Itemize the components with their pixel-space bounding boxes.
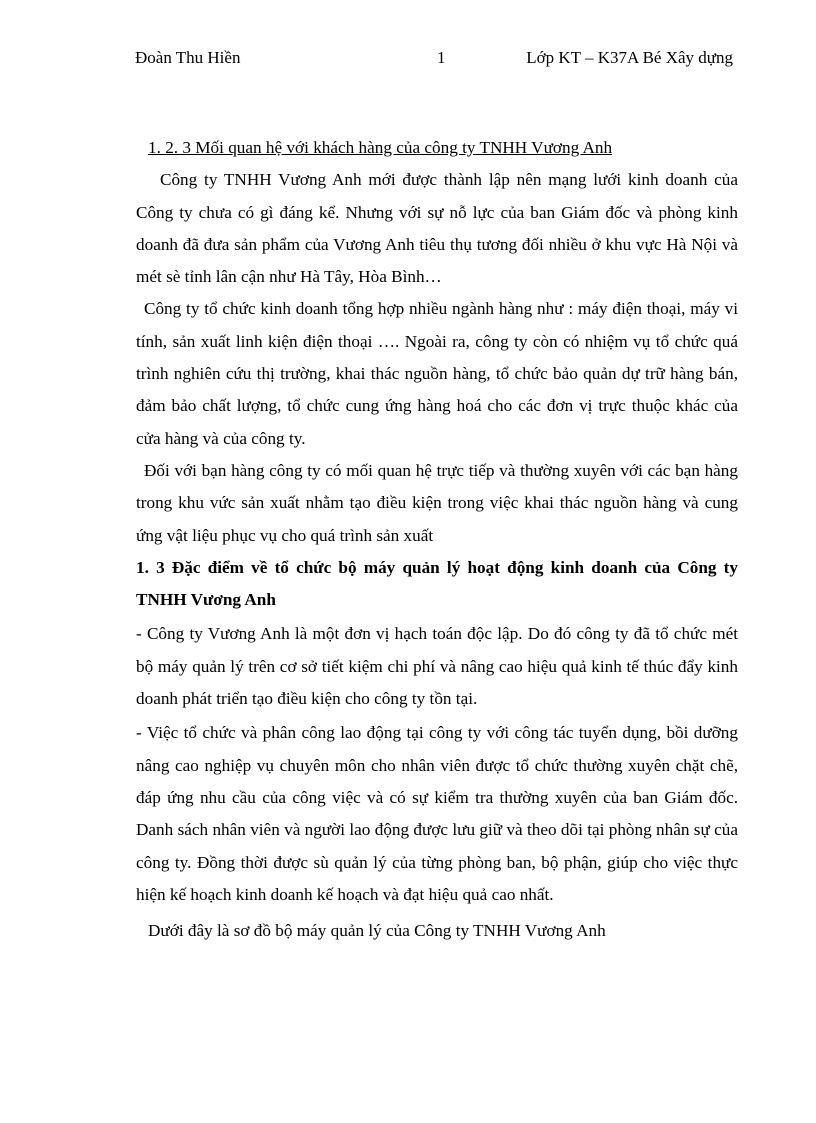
section-1-3-paragraph-2: - Việc tổ chức và phân công lao động tại công ty với công tác tuyển dụng, bồi dưỡng nâng cao nghiệp vụ chuyên môn cho nhân viên được tổ chức thường xuyên chặt chẽ, đáp ứng nhu cầu của công việc và có sự kiểm tra thường xuyên của ban Giám đốc. Danh sách nhân viên và người lao động được lưu giữ và theo dõi tại phòng nhân sự của công ty. Đồng thời được sù quản lý của từng phòng ban, bộ phận, giúp cho việc thực hiện kế hoạch kinh doanh kế hoạch và đạt hiệu quả cao nhất.: [136, 723, 738, 904]
document-body: [136, 132, 738, 947]
header-page-number: 1: [437, 48, 446, 67]
section-1-2-3-paragraph-2: Công ty tổ chức kinh doanh tổng hợp nhiều ngành hàng như : máy điện thoại, máy vi tính, sản xuất linh kiện điện thoại …. Ngoài ra, công ty còn có nhiệm vụ tổ chức quá trình nghiên cứu thị trường, khai thác nguồn hàng, tổ chức bảo quản dự trữ hàng bán, đảm bảo chất lượng, tổ chức cung ứng hàng hoá cho các đơn vị trực thuộc khác của cửa hàng và của công ty.: [136, 299, 738, 448]
section-1-3-title: 1. 3 Đặc điểm về tổ chức bộ máy quản lý hoạt động kinh doanh của Công ty TNHH Vương Anh: [136, 557, 738, 610]
section-1-2-3-paragraph-1: Công ty TNHH Vương Anh mới được thành lập nên mạng lưới kinh doanh của Công ty chưa có gì đáng kể. Nhưng với sự nỗ lực của ban Giám đốc và phòng kinh doanh đã đưa sản phẩm của Vương Anh tiêu thụ tương đối nhiều ở khu vực Hà Nội và mét sè tỉnh lân cận như Hà Tây, Hòa Bình…: [136, 170, 738, 287]
section-1-2-3-paragraph-3: Đối với bạn hàng công ty có mối quan hệ trực tiếp và thường xuyên với các bạn hàng trong khu vức sản xuất nhằm tạo điều kiện trong việc khai thác nguồn hàng và cung ứng vật liệu phục vụ cho quá trình sản xuất: [136, 460, 738, 545]
section-1-3-paragraph-3: Dưới đây là sơ đồ bộ máy quản lý của Công ty TNHH Vương Anh: [148, 921, 606, 941]
header-author: Đoàn Thu Hiền: [135, 48, 241, 67]
section-1-3-paragraph-1: - Công ty Vương Anh là một đơn vị hạch toán độc lập. Do đó công ty đã tổ chức mét bộ máy quản lý trên cơ sở tiết kiệm chi phí và nâng cao hiệu quả kinh tế thúc đẩy kinh doanh phát triển tạo điều kiện cho công ty tồn tại.: [136, 624, 738, 709]
page-header: [0, 48, 816, 72]
header-class-name: Lớp KT – K37A Bé Xây dựng: [526, 48, 733, 67]
section-1-2-3-title: 1. 2. 3 Mối quan hệ với khách hàng của công ty TNHH Vương Anh: [148, 138, 613, 157]
